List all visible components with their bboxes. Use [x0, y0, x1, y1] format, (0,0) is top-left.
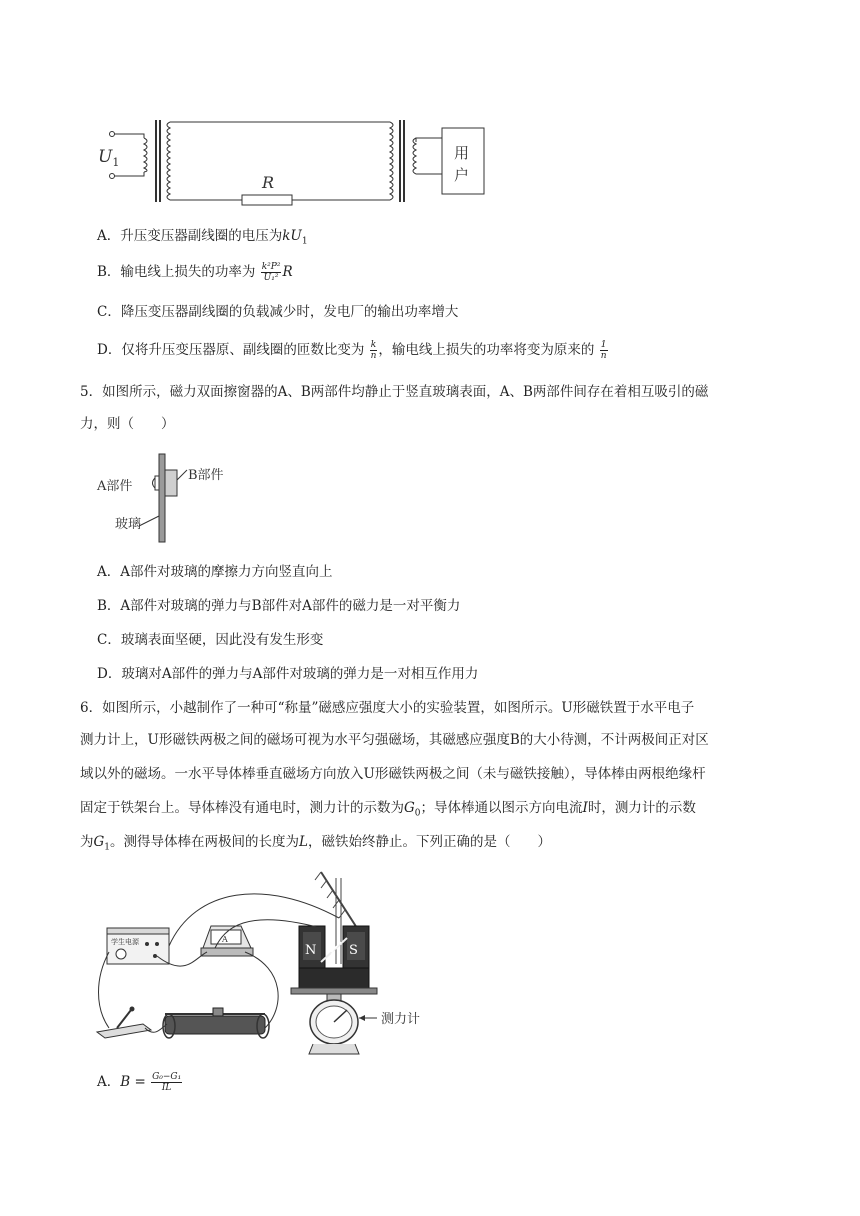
user-box-label-line2: 户	[454, 166, 470, 184]
window-cleaner-figure	[95, 452, 245, 544]
turns-ratio-fraction: $\frac{k}{n}$	[370, 340, 377, 361]
q6-stem-line3: 域以外的磁场。一水平导体棒垂直磁场方向放入U形磁铁两极之间（未与磁铁接触），导体棒由两根绝缘杆	[80, 766, 706, 782]
ammeter-label: A	[222, 935, 228, 944]
q5-option-d[interactable]: D．玻璃对A部件的弹力与A部件对玻璃的弹力是一对相互作用力	[97, 666, 479, 682]
q6-stem-line5: 为$G_1$。测得导体棒在两极间的长度为L，磁铁始终静止。下列正确的是（ ）	[80, 834, 551, 853]
q6-stem-line1: 6．如图所示，小越制作了一种可“称量”磁感应强度大小的实验装置，如图所示。U形磁铁置于水平电子	[80, 700, 695, 716]
q5-option-b[interactable]: B．A部件对玻璃的弹力与B部件对A部件的磁力是一对平衡力	[97, 598, 461, 614]
q4-option-d[interactable]: D．仅将升压变压器原、副线圈的匝数比变为 $\frac{k}{n}$ ，输电线上损失的功率将变为原来的 $\frac{1}{n}$	[97, 340, 607, 361]
q5-stem-line1: 5．如图所示，磁力双面擦窗器的A、B两部件均静止于竖直玻璃表面，A、B两部件间存在着相互吸引的磁	[80, 384, 709, 400]
voltage-label: $U_1$	[98, 147, 120, 169]
north-pole-label: N	[305, 943, 317, 958]
resistor-label: R	[262, 173, 275, 192]
part-b-label: B部件	[188, 468, 224, 483]
force-meter-label: 测力计	[381, 1012, 421, 1027]
q5-option-a[interactable]: A．A部件对玻璃的摩擦力方向竖直向上	[97, 564, 333, 580]
q6-stem-line4: 固定于铁架台上。导体棒没有通电时，测力计的示数为$G_0$；导体棒通以图示方向电流I时，测力计的示数	[80, 800, 696, 819]
q5-option-c[interactable]: C．玻璃表面坚硬，因此没有发生形变	[97, 632, 324, 648]
loss-ratio-fraction: $\frac{1}{n}$	[600, 340, 607, 361]
field-strength-fraction: $\frac{\text{G₀−G₁}}{IL}$	[152, 1072, 182, 1093]
part-a-label: A部件	[97, 479, 133, 494]
user-box-label-line1: 用	[454, 144, 470, 162]
power-supply-label: 学生电源	[111, 938, 139, 946]
q6-stem-line2: 测力计上，U形磁铁两极之间的磁场可视为水平匀强磁场，其磁感应强度B的大小待测，不计两极间正对区	[80, 732, 709, 748]
q4-option-c[interactable]: C．降压变压器副线圈的负载减少时，发电厂的输出功率增大	[97, 304, 459, 320]
q6-option-a[interactable]: A．B = $\frac{\text{G₀−G₁}}{IL}$	[97, 1072, 182, 1093]
transmission-circuit-figure	[90, 118, 500, 208]
q5-stem-line2: 力，则（ ）	[80, 416, 175, 432]
current-label: I	[331, 944, 336, 957]
q4-option-b[interactable]: B．输电线上损失的功率为 $\frac{\text{k²P²}}{\text{U₁²}}$ R	[97, 262, 293, 283]
magnetic-balance-apparatus-figure	[95, 868, 495, 1064]
q4-option-a[interactable]: A．升压变压器副线圈的电压为$kU_1$	[97, 228, 308, 247]
glass-label: 玻璃	[115, 517, 142, 532]
loss-power-fraction: $\frac{\text{k²P²}}{\text{U₁²}}$	[261, 262, 281, 283]
south-pole-label: S	[349, 943, 358, 958]
